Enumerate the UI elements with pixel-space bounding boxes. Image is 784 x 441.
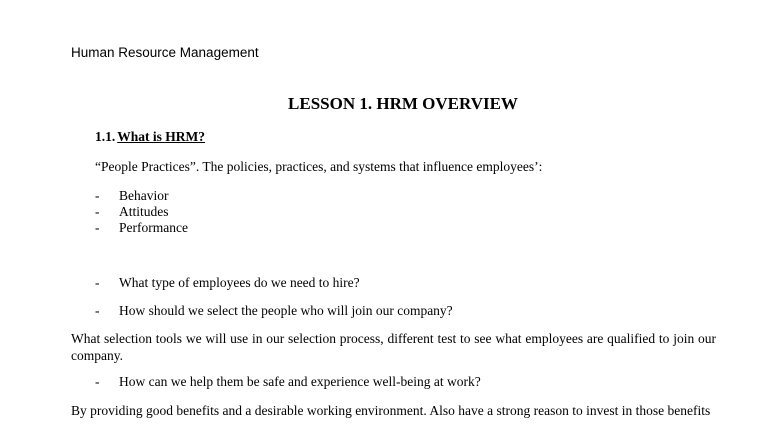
question-text: How can we help them be safe and experience well-being at work?: [119, 374, 481, 389]
lesson-title: LESSON 1. HRM OVERVIEW: [288, 94, 518, 113]
section-number: 1.1.: [95, 129, 116, 144]
paragraph-benefits: By providing good benefits and a desirable working environment. Also have a strong reason to invest in those benefits: [71, 403, 711, 418]
bullet-dash: -: [95, 204, 100, 219]
list-item-text: Behavior: [119, 188, 169, 203]
bullet-dash: -: [95, 275, 100, 290]
list-item-text: Attitudes: [119, 204, 169, 219]
bullet-dash: -: [95, 303, 100, 318]
question-text: How should we select the people who will join our company?: [119, 303, 453, 318]
question-text: What type of employees do we need to hire?: [119, 275, 360, 290]
paragraph-selection-tools: What selection tools we will use in our selection process, different test to see what employees are qualified to join our company.: [71, 331, 716, 363]
list-item-text: Performance: [119, 220, 188, 235]
bullet-dash: -: [95, 220, 100, 235]
running-header: Human Resource Management: [71, 45, 259, 60]
intro-text: “People Practices”. The policies, practices, and systems that influence employees’:: [95, 159, 543, 174]
section-heading: [95, 129, 205, 145]
bullet-dash: -: [95, 188, 100, 203]
section-title: What is HRM?: [117, 129, 205, 144]
bullet-dash: -: [95, 374, 100, 389]
